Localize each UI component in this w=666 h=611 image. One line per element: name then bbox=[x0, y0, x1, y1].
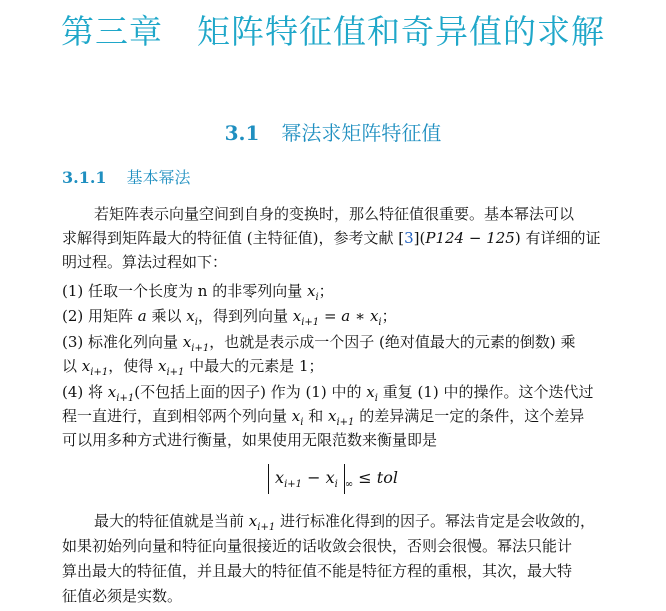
norm-bars bbox=[268, 464, 345, 494]
var: x bbox=[81, 357, 91, 375]
subsection-number: 3.1.1 bbox=[62, 168, 107, 187]
op: − bbox=[302, 468, 326, 487]
step-4-line3: 可以用多种方式进行衡量，如果使用无限范数来衡量即是 bbox=[62, 431, 438, 449]
subsection-heading bbox=[62, 165, 191, 188]
var: x bbox=[306, 282, 316, 300]
var: x bbox=[325, 468, 335, 487]
text: ； bbox=[381, 307, 397, 325]
expr: = a ∗ x bbox=[319, 307, 379, 325]
step-3-cont bbox=[62, 355, 324, 378]
text: (不包括上面的因子) 作为 (1) 中的 bbox=[134, 383, 367, 401]
op: ≤ bbox=[353, 468, 377, 487]
citation-link[interactable]: 3 bbox=[404, 229, 414, 247]
sub: i bbox=[194, 317, 198, 328]
var: x bbox=[275, 468, 285, 487]
para1-line2 bbox=[62, 227, 600, 248]
para1-line1: 若矩阵表示向量空间到自身的变换时，那么特征值很重要。基本幂法可以 bbox=[94, 205, 575, 223]
sub: i+1 bbox=[257, 522, 276, 533]
sub: i bbox=[374, 393, 378, 404]
text: ]( bbox=[413, 229, 426, 247]
sub: i+1 bbox=[191, 343, 210, 354]
var: x bbox=[157, 357, 167, 375]
var: x bbox=[248, 512, 258, 530]
step-2 bbox=[62, 305, 397, 328]
chapter-heading bbox=[0, 6, 666, 53]
step-3 bbox=[62, 331, 575, 354]
chapter-title: 矩阵特征值和奇异值的求解 bbox=[197, 12, 605, 51]
text: 乘以 bbox=[146, 307, 187, 325]
var: x bbox=[186, 307, 195, 325]
sub: i bbox=[315, 292, 319, 303]
sub: i+1 bbox=[116, 393, 135, 404]
text: 程一直进行，直到相邻两个列向量 bbox=[62, 407, 292, 425]
sub: i+1 bbox=[90, 367, 109, 378]
var: x bbox=[292, 307, 302, 325]
sub: i bbox=[334, 479, 338, 491]
var: x bbox=[182, 333, 192, 351]
sub: i bbox=[300, 417, 304, 428]
text: 最大的特征值就是当前 bbox=[94, 512, 249, 530]
chapter-number: 第三章 bbox=[61, 12, 163, 51]
text: ，使得 bbox=[108, 357, 158, 375]
text: 和 bbox=[303, 407, 328, 425]
text: ) 有详细的证 bbox=[514, 229, 601, 247]
para2-line4: 征值必须是实数。 bbox=[62, 587, 183, 605]
section-title: 幂法求矩阵特征值 bbox=[281, 121, 442, 145]
var: x bbox=[328, 407, 337, 425]
var: a bbox=[137, 307, 147, 325]
text: (1) 任取一个长度为 n 的非零列向量 bbox=[62, 282, 307, 300]
para2-line1 bbox=[94, 510, 595, 533]
section-number: 3.1 bbox=[224, 121, 260, 145]
text: (4) 将 bbox=[62, 383, 108, 401]
sub: i+1 bbox=[166, 367, 185, 378]
sub: i+1 bbox=[284, 479, 303, 491]
norm-formula bbox=[0, 464, 666, 494]
text: ，也就是表示成一个因子 (绝对值最大的元素的倒数) 乘 bbox=[209, 333, 576, 351]
text: 进行标准化得到的因子。幂法肯定是会收敛的， bbox=[275, 512, 595, 530]
step-1 bbox=[62, 280, 334, 303]
page-range: P124 − 125 bbox=[425, 229, 515, 247]
text: 重复 (1) 中的操作。这个迭代过 bbox=[377, 383, 594, 401]
step-4-line2 bbox=[62, 405, 584, 428]
text: (3) 标准化列向量 bbox=[62, 333, 183, 351]
section-heading bbox=[0, 117, 666, 146]
para2-line3: 算出最大的特征值，并且最大的特征值不能是特征方程的重根，其次，最大特 bbox=[62, 562, 573, 580]
text: 以 bbox=[62, 357, 82, 375]
para1-line3: 明过程。算法过程如下： bbox=[62, 253, 228, 271]
sub: i+1 bbox=[336, 417, 355, 428]
text: 中最大的元素是 1； bbox=[184, 357, 324, 375]
text: (2) 用矩阵 bbox=[62, 307, 138, 325]
para2-line2: 如果初始列向量和特征向量很接近的话收敛会很快，否则会很慢。幂法只能计 bbox=[62, 537, 573, 555]
text: 的差异满足一定的条件，这个差异 bbox=[354, 407, 585, 425]
text: ，得到列向量 bbox=[197, 307, 293, 325]
sub: i bbox=[378, 317, 382, 328]
step-4 bbox=[62, 381, 593, 404]
norm-subscript: ∞ bbox=[344, 479, 354, 491]
var: x bbox=[107, 383, 117, 401]
text: ； bbox=[318, 282, 334, 300]
sub: i+1 bbox=[301, 317, 320, 328]
text: 求解得到矩阵最大的特征值 (主特征值)，参考文献 [ bbox=[62, 229, 405, 247]
tolerance: tol bbox=[376, 468, 398, 487]
var: x bbox=[366, 383, 375, 401]
subsection-title: 基本幂法 bbox=[126, 168, 191, 187]
var: x bbox=[291, 407, 301, 425]
